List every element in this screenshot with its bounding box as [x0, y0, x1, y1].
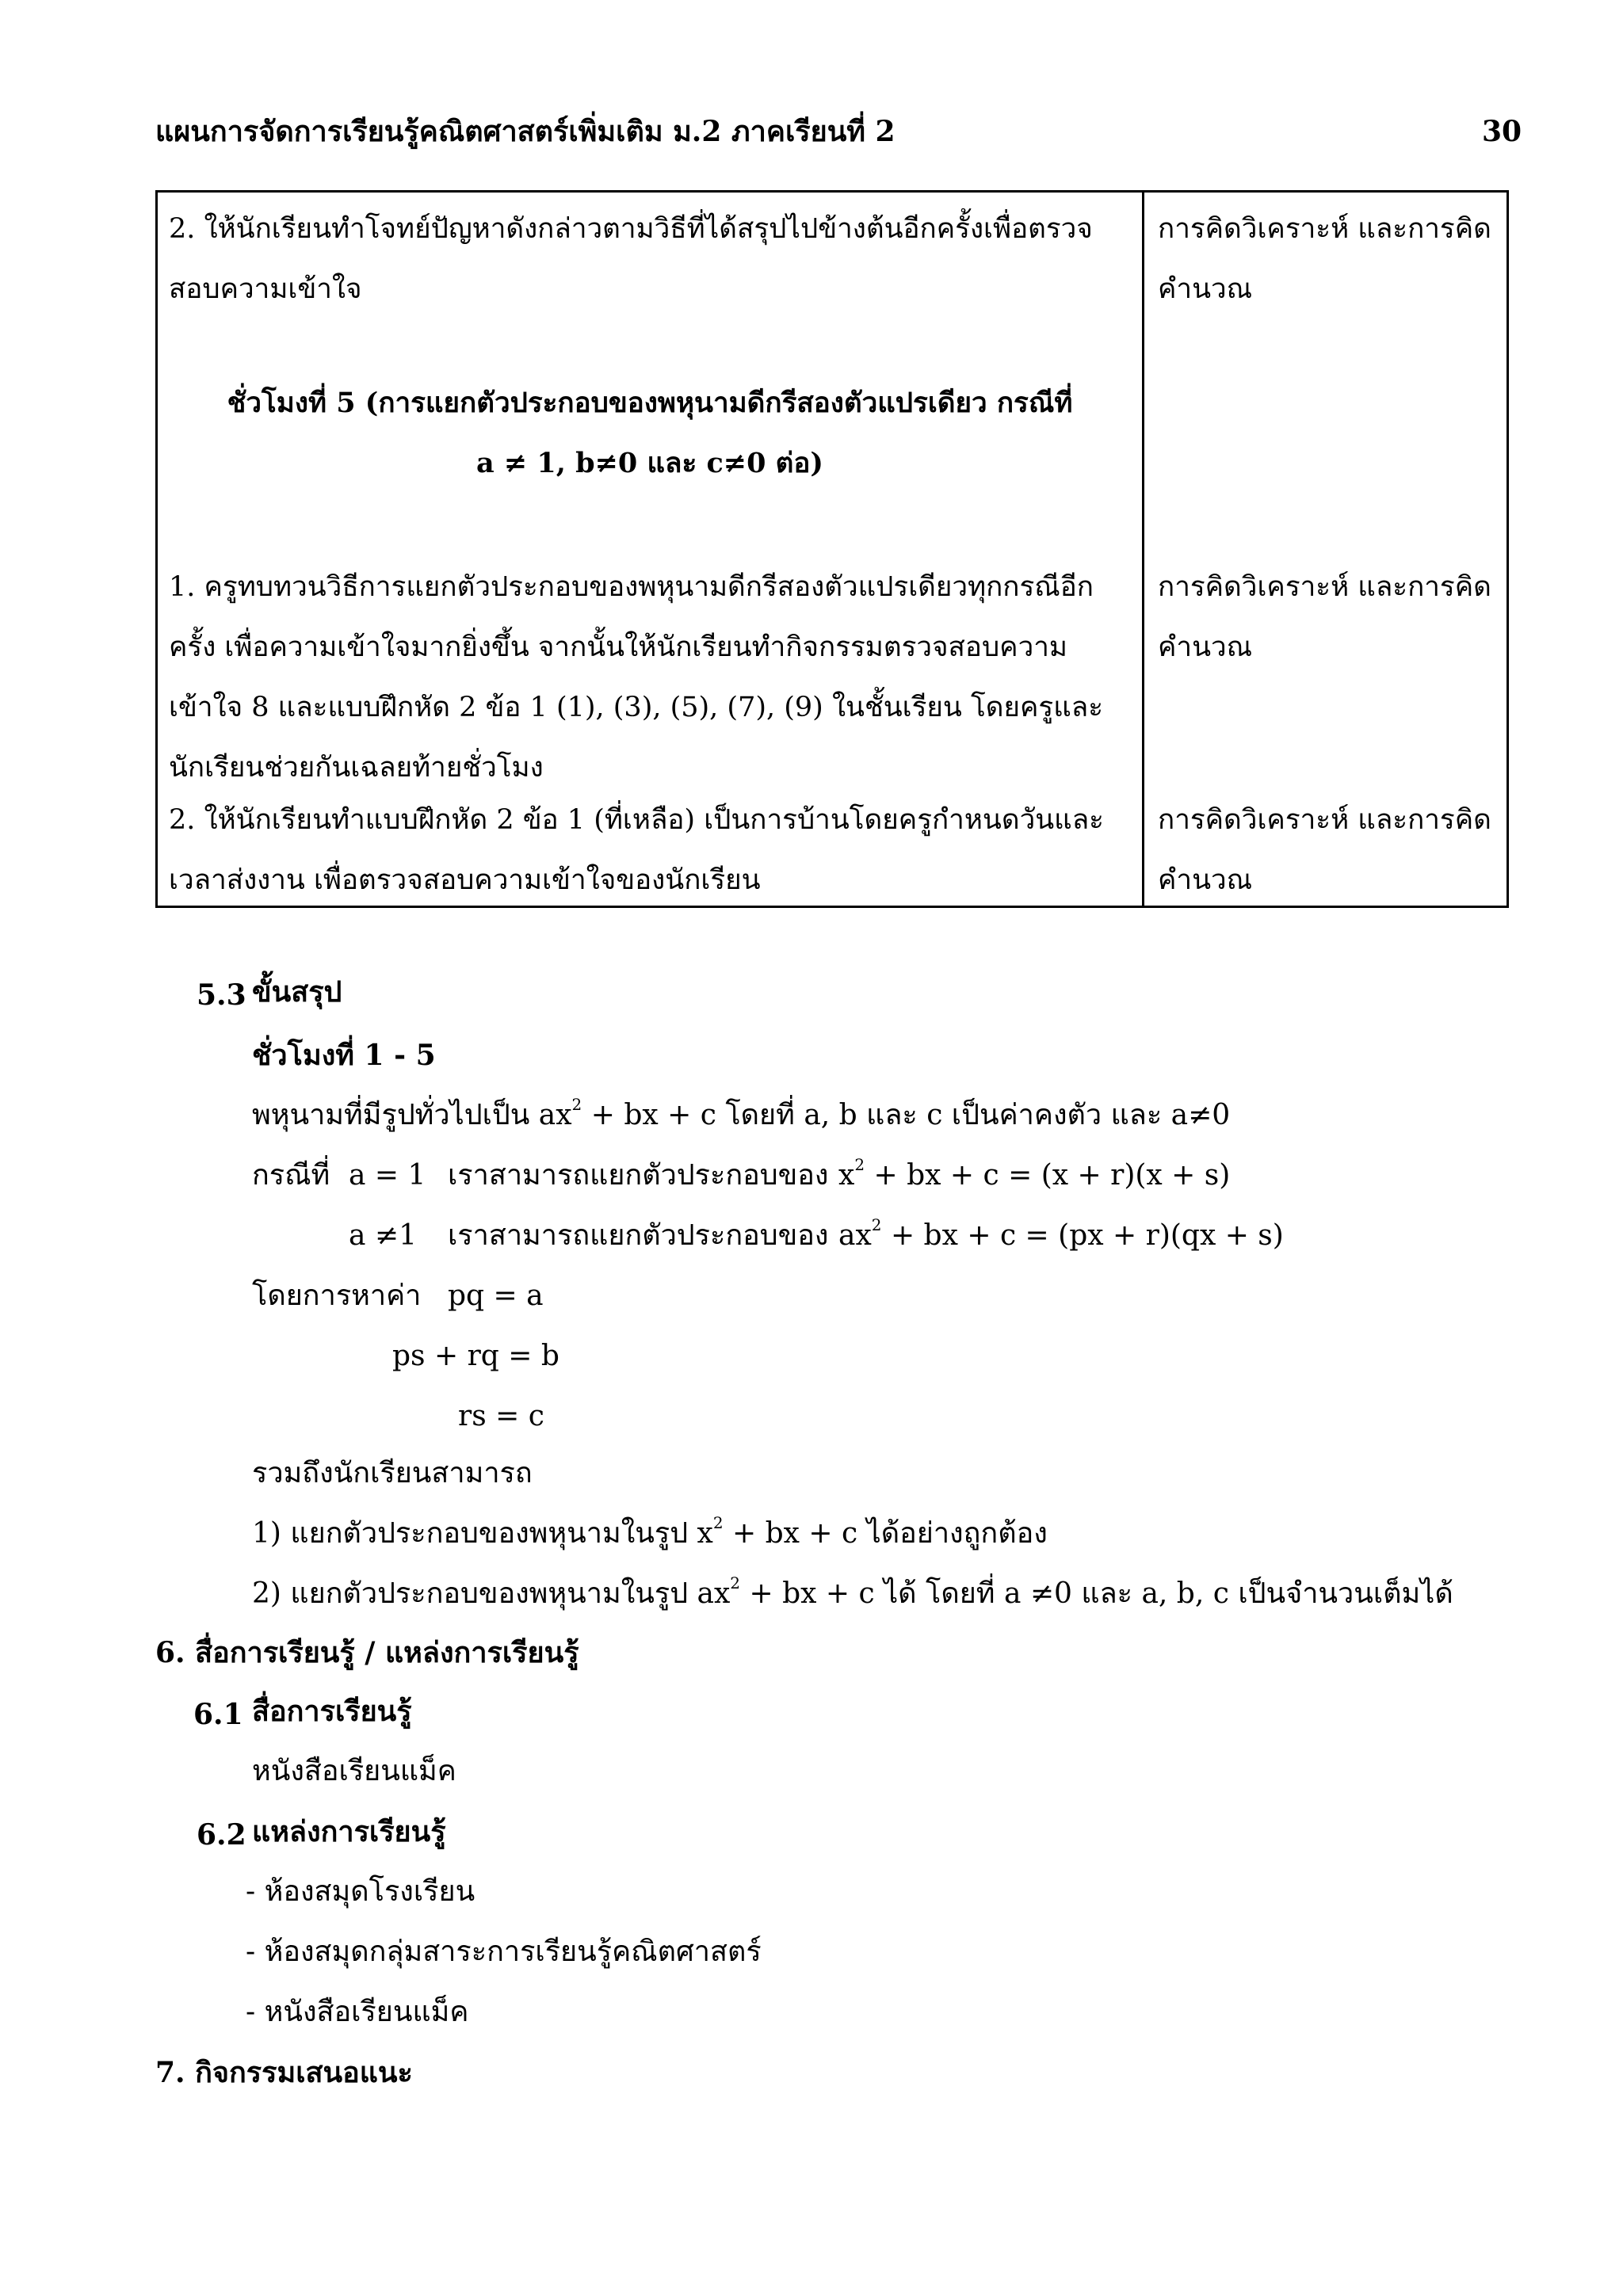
table-row-3-activity: 2. ให้นักเรียนทำแบบฝึกหัด 2 ข้อ 1 (ที่เหลือ) เป็นการบ้านโดยครูกำหนดวันและเวลาส่งงาน เพื่อตรวจสอบความเข้าใจของนักเรียน [169, 804, 1104, 896]
section-6-1-title: สื่อการเรียนรู้ [252, 1695, 412, 1728]
table-row-2-skill: การคิดวิเคราะห์ และการคิดคำนวณ [1158, 571, 1491, 663]
general-form-line: พหุนามที่มีรูปทั่วไปเป็น $ax^2$ + bx + c โดยที่ a, b และ c เป็นค่าคงตัว และ a≠0 [252, 1095, 1231, 1131]
learning-source-item: - ห้องสมุดกลุ่มสาระการเรียนรู้คณิตศาสตร์ [246, 1936, 762, 1968]
students-can-text: รวมถึงนักเรียนสามารถ [252, 1457, 533, 1489]
equation-ps-rq: ps + rq = b [392, 1340, 559, 1372]
section-6-2-title: แหล่งการเรียนรู้ [252, 1815, 446, 1848]
table-column-divider [1142, 193, 1144, 906]
conclusion-hours: ชั่วโมงที่ 1 - 5 [252, 1039, 436, 1072]
case-label: กรณีที่ [252, 1159, 330, 1192]
hour-5-heading-line-1: ชั่วโมงที่ 5 (การแยกตัวประกอบของพหุนามดีกรีสองตัวแปรเดียว กรณีที่ [227, 387, 1073, 419]
activity-table [155, 190, 1509, 908]
case-2-text: เราสามารถแยกตัวประกอบของ [448, 1219, 829, 1252]
equation-pq: pq = a [448, 1280, 544, 1312]
conclusion-number: 5.3 [197, 978, 246, 1012]
section-6-1-item: หนังสือเรียนแม็ค [252, 1755, 456, 1787]
outcome-item-2: 2) แยกตัวประกอบของพหุนามในรูป $ax^2$ + bx + c ได้ โดยที่ a ≠0 และ a, b, c เป็นจำนวนเต็มได้ [252, 1573, 1453, 1610]
equation-rs: rs = c [458, 1400, 544, 1432]
section-6-title: 6. สื่อการเรียนรู้ / แหล่งการเรียนรู้ [155, 1636, 579, 1669]
case-1-text: เราสามารถแยกตัวประกอบของ [448, 1159, 829, 1192]
page-header-title: แผนการจัดการเรียนรู้คณิตศาสตร์เพิ่มเติม ม.2 ภาคเรียนที่ 2 [155, 115, 896, 148]
section-6-2-number: 6.2 [197, 1818, 246, 1852]
conclusion-title: ขั้นสรุป [252, 975, 342, 1009]
table-row-1-skill: การคิดวิเคราะห์ และการคิดคำนวณ [1158, 213, 1491, 305]
case-1-expression: $x^2$ + bx + c = (x + r)(x + s) [838, 1155, 1231, 1192]
table-row-1-activity: 2. ให้นักเรียนทำโจทย์ปัญหาดังกล่าวตามวิธีที่ได้สรุปไปข้างต้นอีกครั้งเพื่อตรวจสอบความเข้าใจ [169, 213, 1093, 305]
outcome-item-1: 1) แยกตัวประกอบของพหุนามในรูป $x^2$ + bx + c ได้อย่างถูกต้อง [252, 1513, 1048, 1550]
case-1-condition: a = 1 [349, 1159, 426, 1192]
case-2-expression: $ax^2$ + bx + c = (px + r)(qx + s) [838, 1215, 1284, 1252]
section-6-1-number: 6.1 [193, 1698, 243, 1731]
learning-source-item: - ห้องสมุดโรงเรียน [246, 1875, 475, 1908]
hour-5-heading-line-2: a ≠ 1, b≠0 และ c≠0 ต่อ) [476, 447, 823, 479]
learning-source-item: - หนังสือเรียนแม็ค [246, 1996, 469, 2028]
table-row-2-activity: 1. ครูทบทวนวิธีการแยกตัวประกอบของพหุนามดีกรีสองตัวแปรเดียวทุกกรณีอีกครั้ง เพื่อความเข้าใจมากยิ่งขึ้น จากนั้นให้นักเรียนทำกิจกรรมตรวจสอบความเข้าใจ 8 และแบบฝึกหัด 2 ข้อ 1 (1), (3), (5), (7), (9) ในชั้นเรียน โดยครูและนักเรียนช่วยกันเฉลยท้ายชั่วโมง [169, 571, 1104, 784]
table-row-3-skill: การคิดวิเคราะห์ และการคิดคำนวณ [1158, 804, 1491, 896]
section-7-title: 7. กิจกรรมเสนอแนะ [155, 2056, 413, 2089]
find-values-label: โดยการหาค่า [252, 1280, 422, 1312]
page-number: 30 [1482, 115, 1522, 148]
case-2-condition: a ≠1 [349, 1219, 417, 1252]
